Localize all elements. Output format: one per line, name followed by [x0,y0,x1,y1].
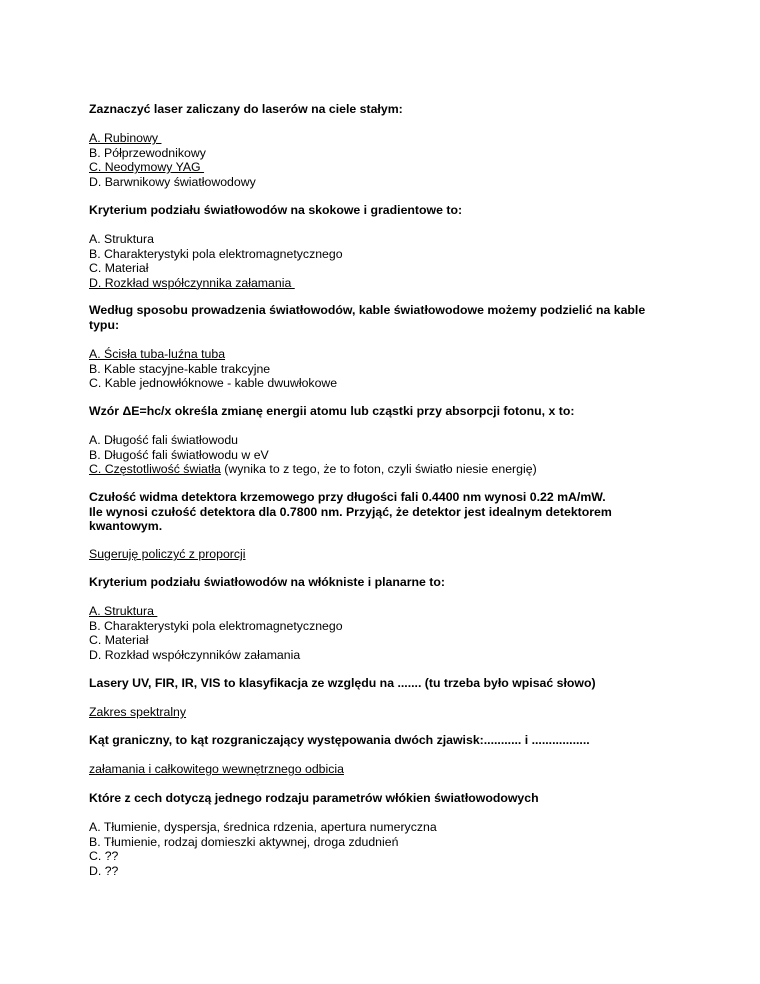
question-text-line-1: Czułość widma detektora krzemowego przy długości fali 0.4400 nm wynosi 0.22 mA/mW. [89,490,606,504]
answer-text: załamania i całkowitego wewnętrznego odbicia [89,762,344,776]
option-c-answer: C. Częstotliwość światła [89,462,221,476]
question-text-line-2: Ile wynosi czułość detektora dla 0.7800 nm. Przyjąć, że detektor jest idealnym detektorem kwantowym. [89,504,612,533]
option-a: A. Struktura [89,232,154,246]
question-text: Zaznaczyć laser zaliczany do laserów na ciele stałym: [89,102,403,116]
question-text: Które z cech dotyczą jednego rodzaju parametrów włókien światłowodowych [89,791,539,805]
option-d-answer: D. Rozkład współczynnika załamania [89,275,295,290]
question-2 [89,203,669,218]
option-a: A. Długość fali światłowodu [89,433,238,447]
answer-7 [89,705,669,720]
question-text: Lasery UV, FIR, IR, VIS to klasyfikacja ze względu na ....... (tu trzeba było wpisać słowo) [89,676,596,690]
question-4 [89,404,669,419]
question-text: Kąt graniczny, to kąt rozgraniczający występowania dwóch zjawisk:........... i ................. [89,733,590,747]
answer-8 [89,762,669,777]
option-c-line [89,462,669,477]
option-b: B. Charakterystyki pola elektromagnetycznego [89,246,343,261]
question-8 [89,733,669,748]
answer-text: Zakres spektralny [89,705,187,719]
option-c: C. Materiał [89,633,149,647]
option-b: B. Półprzewodnikowy [89,145,206,160]
question-text: Kryterium podziału światłowodów na skokowe i gradientowe to: [89,203,463,217]
option-b: B. Charakterystyki pola elektromagnetycznego [89,618,343,633]
option-b: B. Kable stacyjne-kable trakcyjne [89,361,271,376]
option-d: D. Barwnikowy światłowodowy [89,174,256,189]
option-c-answer: C. Neodymowy YAG [89,160,205,174]
question-text: Według sposobu prowadzenia światłowodów, kable światłowodowe możemy podzielić na kable typu: [89,303,646,332]
option-d: D. Rozkład współczynników załamania [89,647,301,662]
option-c: C. ?? [89,849,119,863]
option-c: C. Materiał [89,261,149,275]
option-b: B. Tłumienie, rodzaj domieszki aktywnej, droga zdudnień [89,834,399,849]
answer-5 [89,547,669,562]
question-6 [89,575,669,590]
question-text: Kryterium podziału światłowodów na włókniste i planarne to: [89,575,445,589]
option-b: B. Długość fali światłowodu w eV [89,447,269,462]
question-7 [89,676,669,691]
question-9 [89,791,669,806]
option-a-answer: A. Struktura [89,604,158,618]
question-1 [89,102,669,117]
answer-note: (wynika to z tego, że to foton, czyli światło niesie energię) [220,462,537,476]
question-5 [89,490,669,534]
option-c: C. Kable jednowłóknowe - kable dwuwłokowe [89,376,338,390]
options-3 [89,347,669,391]
options-2 [89,232,669,290]
options-9 [89,820,669,878]
option-a: A. Tłumienie, dyspersja, średnica rdzenia, apertura numeryczna [89,820,437,834]
options-6 [89,604,669,662]
option-a-answer: A. Ścisła tuba-luźna tuba [89,347,226,361]
answer-text: Sugeruję policzyć z proporcji [89,547,246,561]
option-d: D. ?? [89,863,119,878]
question-3 [89,303,669,332]
options-1 [89,131,669,189]
options-4 [89,433,669,477]
question-text: Wzór ΔE=hc/x określa zmianę energii atomu lub cząstki przy absorpcji fotonu, x to: [89,404,575,418]
option-a-answer: A. Rubinowy [89,131,162,145]
